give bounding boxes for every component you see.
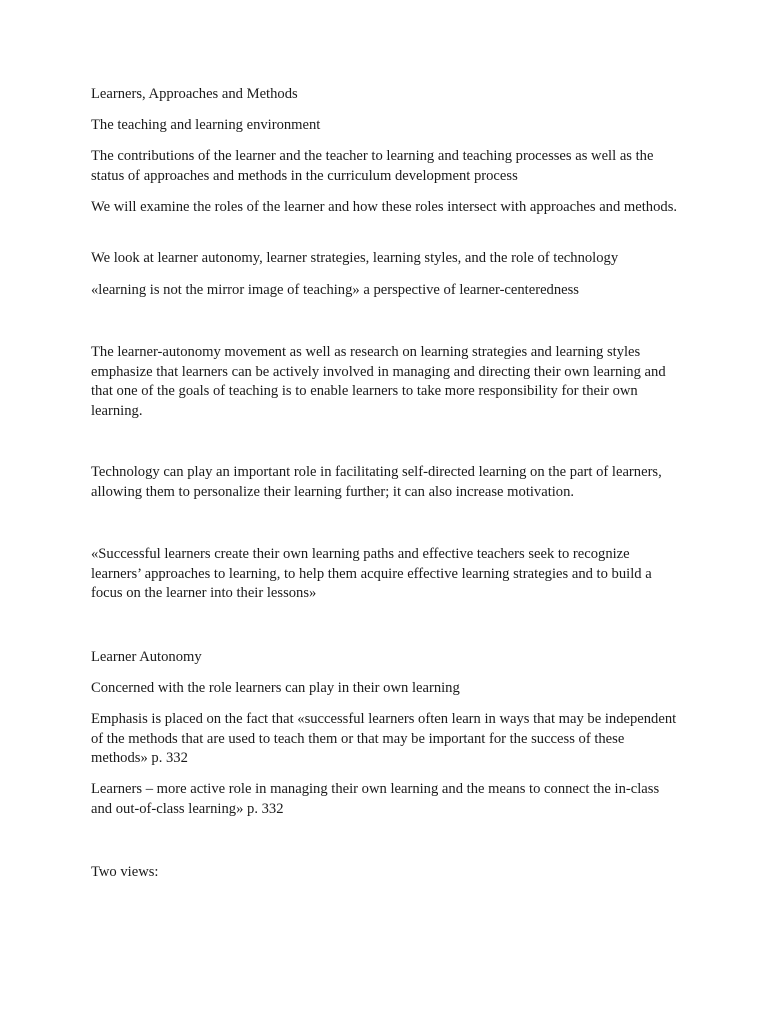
paragraph-emphasis: Emphasis is placed on the fact that «successful learners often learn in ways that may be independent of the methods that are used to teach them or that may be important for the success of these methods» p. 332 [91,711,677,766]
paragraph-roles: We will examine the roles of the learner and how these roles intersect with approaches and methods. [91,199,678,215]
document-title: Learners, Approaches and Methods [91,86,298,102]
paragraph-concerned: Concerned with the role learners can play in their own learning [91,680,460,696]
document-subtitle: The teaching and learning environment [91,117,321,133]
paragraph-learner-autonomy-movement: The learner-autonomy movement as well as research on learning strategies and learning styles emphasize that learners can be actively involved in managing and directing their own learning and that one of the goals of teaching is to enable learners to take more responsibility for their own learning. [91,344,666,419]
paragraph-active-role: Learners – more active role in managing their own learning and the means to connect the in-class and out-of-class learning» p. 332 [91,781,660,817]
paragraph-successful-learners: «Successful learners create their own learning paths and effective teachers seek to recognize learners’ approaches to learning, to help them acquire effective learning strategies and to build a focus on the learner into their lessons» [91,546,652,601]
paragraph-two-views: Two views: [91,864,159,880]
paragraph-mirror-image: «learning is not the mirror image of teaching» a perspective of learner-centeredness [91,282,579,298]
paragraph-contributions: The contributions of the learner and the teacher to learning and teaching processes as well as the status of approaches and methods in the curriculum development process [91,148,654,184]
paragraph-autonomy-topics: We look at learner autonomy, learner strategies, learning styles, and the role of technology [91,250,619,266]
paragraph-technology: Technology can play an important role in facilitating self-directed learning on the part of learners, allowing them to personalize their learning further; it can also increase motivation. [91,464,662,500]
section-heading-learner-autonomy: Learner Autonomy [91,649,202,665]
